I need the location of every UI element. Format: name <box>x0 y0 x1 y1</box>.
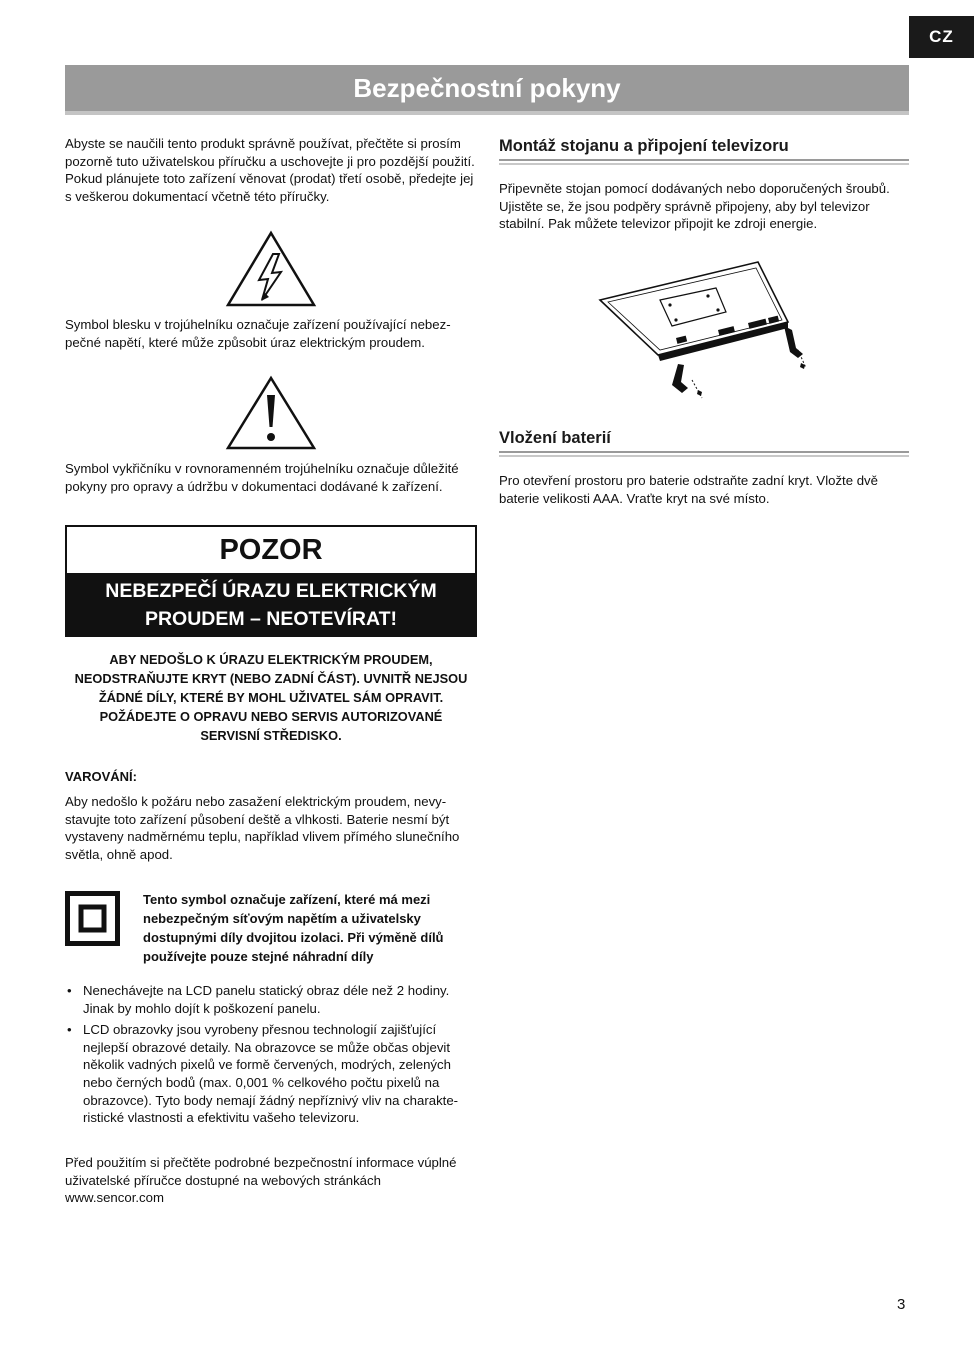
caution-title: POZOR <box>219 533 323 566</box>
caution-notice <box>65 650 477 745</box>
lightning-symbol-text: Symbol blesku v trojúhelníku označuje zařízení používající nebezpečné napětí, které může způsobit úraz elektrickým proudem. <box>65 317 451 350</box>
caution-notice-line: POŽÁDEJTE O OPRAVU NEBO SERVIS AUTORIZOVANÉ <box>99 709 443 724</box>
caution-notice-line: ŽÁDNÉ DÍLY, KTERÉ BY MOHL UŽIVATEL SÁM OPRAVIT. <box>98 690 444 705</box>
battery-section-text: Pro otevření prostoru pro baterie odstraňte zadní kryt. Vložte dvě baterie velikosti AAA. Vraťte kryt na své místo. <box>499 473 878 506</box>
page-title: Bezpečnostní pokyny <box>65 65 909 111</box>
stand-section-text: Připevněte stojan pomocí dodávaných nebo doporučených šroubů. Ujistěte se, že jsou podpěry správně připojeny, aby byl televizor stabilní. Pak můžete televizor připojit ke zdroji energie. <box>499 181 890 232</box>
language-tab: CZ <box>909 16 974 58</box>
stand-section-rule <box>499 159 909 165</box>
caution-notice-line: NEODSTRAŇUJTE KRYT (NEBO ZADNÍ ČÁST). UVNITŘ NEJSOU <box>74 671 468 686</box>
caution-band <box>65 573 477 637</box>
footer-note <box>65 1154 477 1207</box>
title-underline <box>65 111 909 115</box>
tv-stand-illustration <box>598 260 810 400</box>
exclamation-symbol-text: Symbol vykřičníku v rovnoramenném trojúhelníku označuje důležité pokyny pro opravy a údržbu v dokumentaci dodávané k zařízení. <box>65 461 459 494</box>
page-number: 3 <box>897 1296 906 1313</box>
warning-text: Aby nedošlo k požáru nebo zasažení elektrickým proudem, nevystavujte toto zařízení působení deště a vlhkosti. Baterie nesmí být vystaveny nadměrnému teplu, například vlivem přímého slunečního světla, ohně apod. <box>65 794 460 862</box>
list-item: • Nenechávejte na LCD panelu statický obraz déle než 2 hodiny. Jinak by mohlo dojít k poškození panelu. <box>65 982 477 1017</box>
lightning-warning-icon <box>225 230 317 308</box>
caution-band-line2: PROUDEM – NEOTEVÍRAT! <box>144 608 398 630</box>
intro-paragraph: Abyste se naučili tento produkt správně používat, přečtěte si prosím pozorně tuto uživatelskou příručku a uschovejte ji pro pozdější použití. Pokud plánujete toto zařízení věnovat (prodat) třetí osobě, předejte jej s veškerou dokumentací včetně této příručky. <box>65 136 475 204</box>
double-insulation-icon <box>65 891 120 946</box>
caution-notice-line: ABY NEDOŠLO K ÚRAZU ELEKTRICKÝM PROUDEM, <box>109 652 433 667</box>
battery-section-heading: Vložení baterií <box>499 429 611 447</box>
safety-bullet-list <box>65 982 477 1131</box>
double-insulation-text: Tento symbol označuje zařízení, které má mezi nebezpečným síťovým napětím a uživatelsky dostupnými díly dvojitou izolaci. Při výměně dílů používejte pouze stejné náhradní díly <box>143 892 444 964</box>
warning-label: VAROVÁNÍ: <box>65 769 137 784</box>
footer-note-line: uživatelské příručce dostupné na webových stránkách <box>65 1172 381 1188</box>
website-url: www.sencor.com <box>65 1190 164 1206</box>
stand-section-heading: Montáž stojanu a připojení televizoru <box>499 137 789 155</box>
caution-box <box>65 525 477 635</box>
list-item: • LCD obrazovky jsou vyrobeny přesnou technologií zajišťující nejlepší obrazové detaily. Na obrazovce se může občas objevit několik vadných pixelů ve formě červených, modrých, zelených nebo černých bodů (max. 0,001 % celkového počtu pixelů na obrazovce). Tyto body nemají žádný nepříznivý vliv na charakteristické vlastnosti a efektivitu vašeho televizoru. <box>65 1021 477 1127</box>
battery-section-rule <box>499 451 909 457</box>
exclamation-warning-icon <box>225 375 317 451</box>
caution-notice-line: SERVISNÍ STŘEDISKO. <box>200 728 342 743</box>
caution-band-line1: NEBEZPEČÍ ÚRAZU ELEKTRICKÝM <box>105 580 437 602</box>
footer-note-line: Před použitím si přečtěte podrobné bezpečnostní informace vúplné <box>65 1155 457 1170</box>
